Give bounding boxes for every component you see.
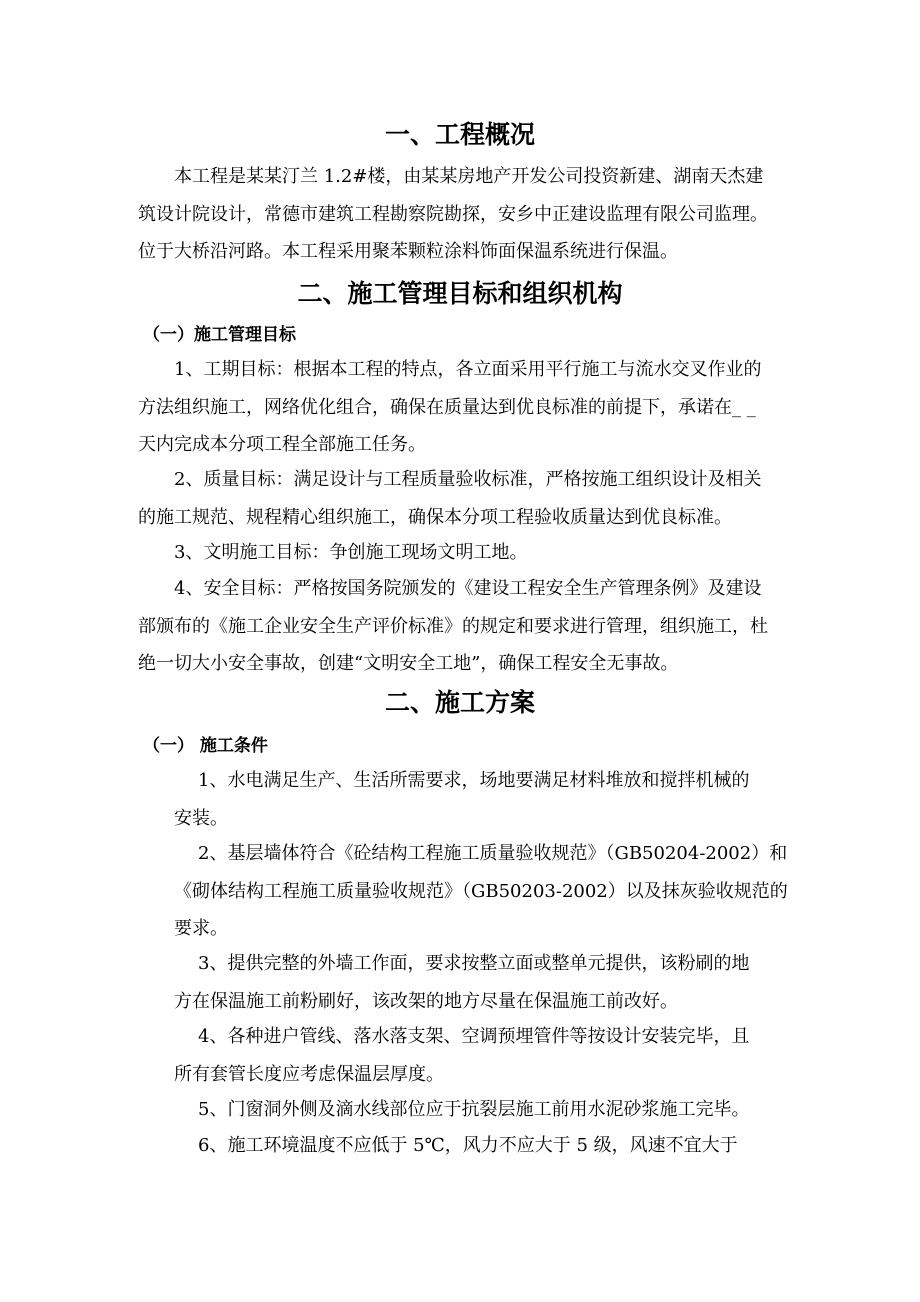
text-line: 绝一切大小安全事故，创建“文明安全工地”，确保工程安全无事故。 xyxy=(138,653,679,674)
section-title-plan: 二、施工方案 xyxy=(384,688,535,717)
condition-item-6 xyxy=(138,1127,793,1165)
section-title-management: 二、施工管理目标和组织机构 xyxy=(297,279,623,308)
text-line: 方法组织施工，网络优化组合，确保在质量达到优良标准的前提下，承诺在_ _ xyxy=(138,396,756,418)
text-line: 3、文明施工目标：争创施工现场文明工地。 xyxy=(174,542,528,563)
text-line: 方在保温施工前粉刷好，该改架的地方尽量在保温施工前改好。 xyxy=(174,990,678,1012)
subsection-title-management-goals: （一）施工管理目标 xyxy=(143,325,296,345)
goal-item-1 xyxy=(138,351,793,464)
section-title-overview: 一、工程概况 xyxy=(384,120,535,149)
condition-item-1 xyxy=(138,762,793,837)
text-line: 6、施工环境温度不应低于 5℃，风力不应大于 5 级，风速不宜大于 xyxy=(198,1135,738,1156)
text-line: 5、门窗洞外侧及滴水线部位应于抗裂层施工前用水泥砂浆施工完毕。 xyxy=(198,1099,750,1120)
text-line: 的施工规范、规程精心组织施工，确保本分项工程验收质量达到优良标准。 xyxy=(138,506,732,528)
text-line: 4、各种进户管线、落水落支架、空调预埋管件等按设计安装完毕，且 xyxy=(198,1026,750,1047)
text-line: 3、提供完整的外墙工作面，要求按整立面或整单元提供，该粉刷的地 xyxy=(198,953,750,974)
overview-paragraph xyxy=(138,158,793,271)
goal-item-4 xyxy=(138,570,793,683)
text-line: 1、工期目标：根据本工程的特点，各立面采用平行施工与流水交叉作业的 xyxy=(174,359,762,380)
text-line: 1、水电满足生产、生活所需要求，场地要满足材料堆放和搅拌机械的 xyxy=(198,770,750,791)
text-line: 本工程是某某汀兰 1.2#楼，由某某房地产开发公司投资新建、湖南天杰建 xyxy=(174,166,764,187)
condition-item-3 xyxy=(138,945,793,1020)
condition-item-4 xyxy=(138,1018,793,1093)
text-line: 所有套管长度应考虑保温层厚度。 xyxy=(174,1063,444,1085)
text-line: 4、安全目标：严格按国务院颁发的《建设工程安全生产管理条例》及建设 xyxy=(174,578,762,599)
text-line: 位于大桥沿河路。本工程采用聚苯颗粒涂料饰面保温系统进行保温。 xyxy=(138,241,678,262)
text-line: 2、质量目标：满足设计与工程质量验收标准，严格按施工组织设计及相关 xyxy=(174,469,762,490)
text-line: 安装。 xyxy=(174,807,228,829)
text-line: 筑设计院设计，常德市建筑工程勘察院勘探，安乡中正建设监理有限公司监理。 xyxy=(138,203,768,225)
text-line: 2、基层墙体符合《砼结构工程施工质量验收规范》（GB50204-2002）和 xyxy=(198,843,788,864)
text-line: 天内完成本分项工程全部施工任务。 xyxy=(138,434,426,455)
subsection-title-conditions: （一） 施工条件 xyxy=(143,736,268,756)
condition-item-2 xyxy=(138,835,793,948)
condition-item-5 xyxy=(138,1091,793,1129)
text-line: 要求。 xyxy=(174,918,228,939)
text-line: 《砌体结构工程施工质量验收规范》（GB50203-2002）以及抹灰验收规范的 xyxy=(174,880,788,902)
goal-item-3 xyxy=(138,534,793,572)
goal-item-2 xyxy=(138,461,793,536)
text-line: 部颁布的《施工企业安全生产评价标准》的规定和要求进行管理，组织施工，杜 xyxy=(138,615,768,637)
